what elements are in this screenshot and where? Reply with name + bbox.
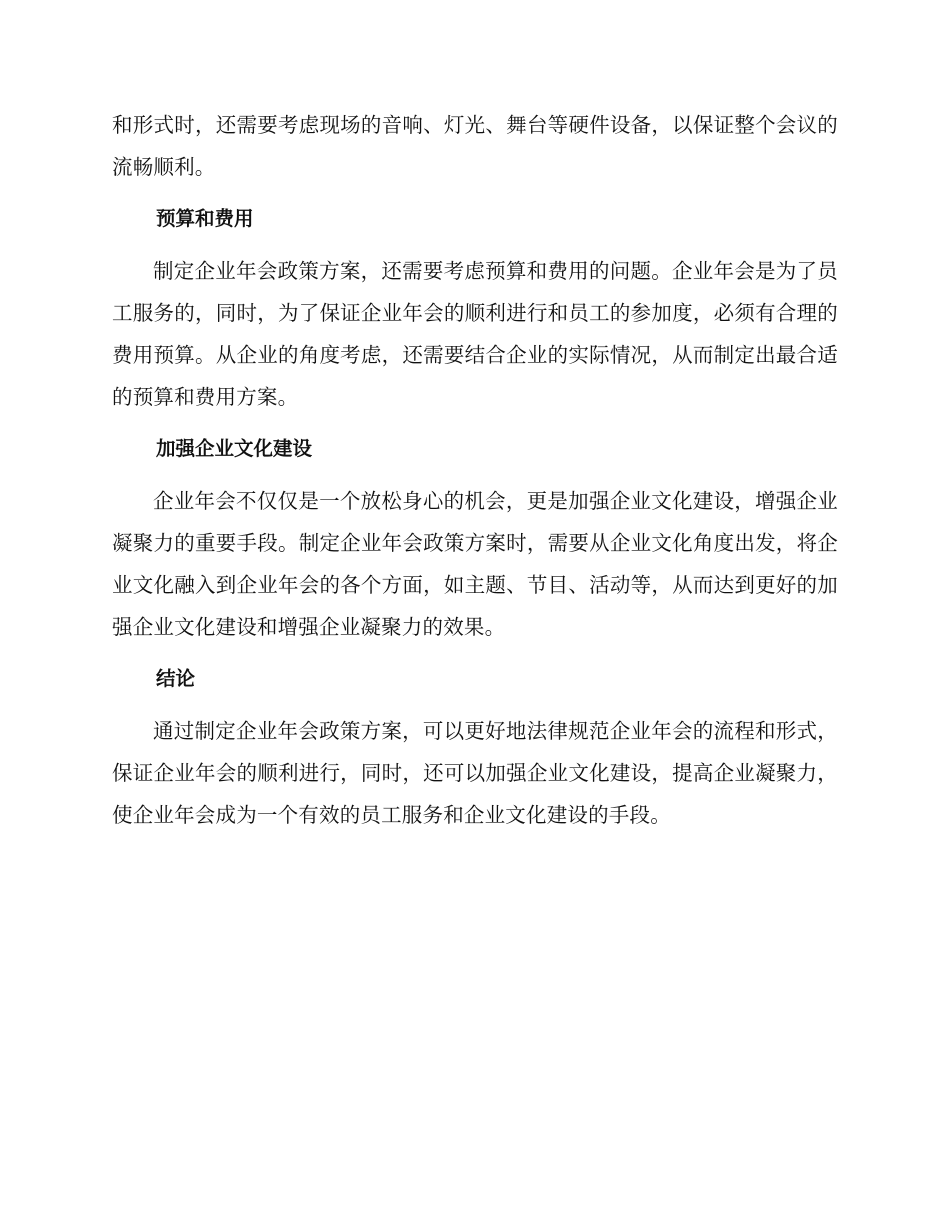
- section-heading-conclusion: 结论: [156, 667, 196, 690]
- section-heading-budget: 预算和费用: [156, 207, 254, 230]
- section-heading-culture: 加强企业文化建设: [156, 437, 313, 460]
- section-body-culture: 企业年会不仅仅是一个放松身心的机会，更是加强企业文化建设，增强企业凝聚力的重要手段。制定企业年会政策方案时，需要从企业文化角度出发，将企业文化融入到企业年会的各个方面，如主题、节目、活动等，从而达到更好的加强企业文化建设和增强企业凝聚力的效果。: [112, 489, 838, 639]
- section-body-conclusion: 通过制定企业年会政策方案，可以更好地法律规范企业年会的流程和形式，保证企业年会的顺利进行，同时，还可以加强企业文化建设，提高企业凝聚力，使企业年会成为一个有效的员工服务和企业文化建设的手段。: [112, 719, 838, 827]
- section-body-budget: 制定企业年会政策方案，还需要考虑预算和费用的问题。企业年会是为了员工服务的，同时，为了保证企业年会的顺利进行和员工的参加度，必须有合理的费用预算。从企业的角度考虑，还需要结合企业的实际情况，从而制定出最合适的预算和费用方案。: [112, 259, 838, 409]
- intro-paragraph: 和形式时，还需要考虑现场的音响、灯光、舞台等硬件设备，以保证整个会议的流畅顺利。: [112, 113, 838, 179]
